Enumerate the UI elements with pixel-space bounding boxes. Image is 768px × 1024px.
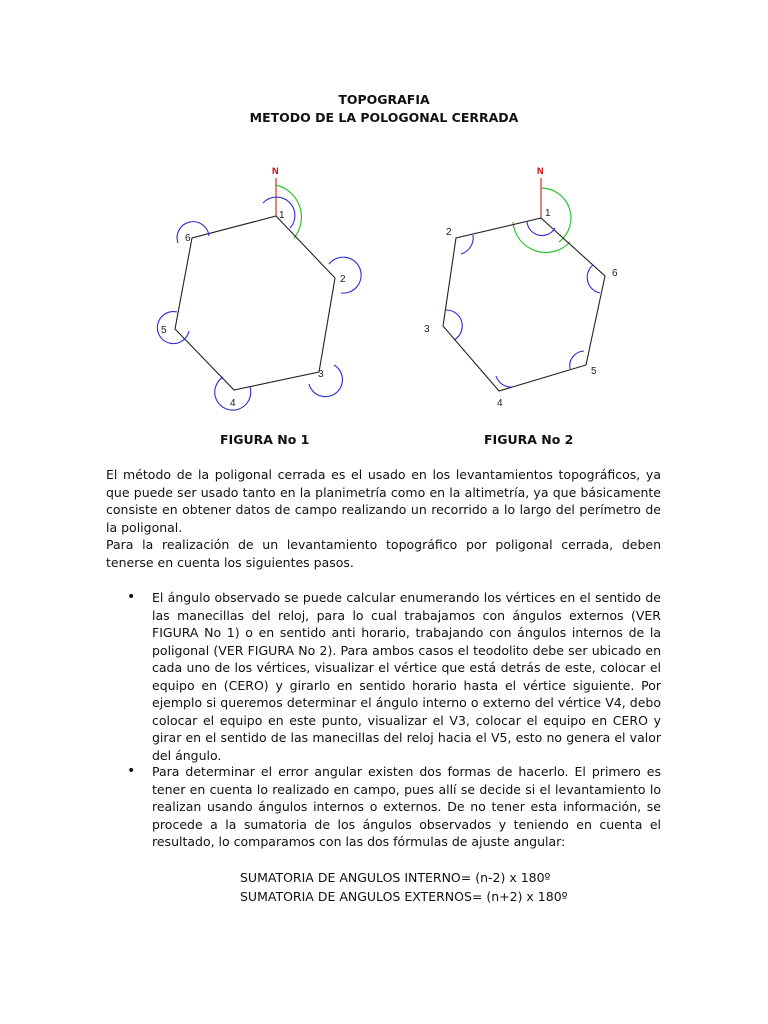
vertex-label: 3 [318,369,324,380]
document-title: TOPOGRAFIA [338,92,430,107]
bullet-marker: • [127,589,136,605]
formula-external-angles: SUMATORIA DE ANGULOS EXTERNOS= (n+2) x 180º [240,889,568,904]
intro-paragraph: El método de la poligonal cerrada es el usado en los levantamientos topográficos, ya que puede ser usado tanto en la planimetría como en la altimetría, ya que básicamente consiste en obtener datos de campo realizando un recorrido a lo largo del perímetro de la poligonal. [106,467,661,535]
polygon-outline [175,216,335,390]
vertex-label: 2 [446,227,452,238]
vertex-label: 3 [424,324,430,335]
figure-2-caption: FIGURA No 2 [484,432,574,447]
bullet-marker: • [127,763,136,779]
vertex-labels [161,210,346,409]
figure-2-diagram [410,158,640,428]
vertex-label: 1 [545,208,551,219]
figure-1-diagram [140,158,370,428]
figure-1-caption: FIGURA No 1 [220,432,310,447]
vertex-label: 6 [612,268,618,279]
vertex-labels [424,208,618,409]
north-arrow [272,166,279,216]
vertex-label: 5 [161,325,167,336]
vertex-label: 4 [497,398,503,409]
bullet-item-angle-observation: El ángulo observado se puede calcular enumerando los vértices en el sentido de las manecillas del reloj, para lo cual trabajamos con ángulos externos (VER FIGURA No 1) o en sentido anti horario, trabajando con ángulos internos de la poligonal (VER FIGURA No 2). Para ambos casos el teodolito debe ser ubicado en cada uno de los vértices, visualizar el vértice que está detrás de este, colocar el equipo en (CERO) y girarlo en sentido horario hasta el vértice siguiente. Por ejemplo si queremos determinar el ángulo interno o externo del vértice V4, debo colocar el equipo en este punto, visualizar el V3, colocar el equipo en CERO y girar en el sentido de las manecillas del reloj hacia el V5, esto no genera el valor del ángulo. [152,590,661,763]
vertex-label: 6 [185,233,191,244]
vertex-label: 4 [230,398,236,409]
vertex-label: 5 [591,366,597,377]
steps-paragraph: Para la realización de un levantamiento topográfico por poligonal cerrada, deben tenerse en cuenta los siguientes pasos. [106,537,661,570]
vertex-label: 1 [279,210,285,221]
document-subtitle: METODO DE LA POLOGONAL CERRADA [249,110,519,125]
formula-internal-angles: SUMATORIA DE ANGULOS INTERNO= (n-2) x 180º [240,870,551,885]
north-arrow [537,166,544,218]
north-label: N [272,166,279,176]
north-label: N [537,166,544,176]
internal-angle-arcs [446,221,600,387]
bullet-item-angular-error: Para determinar el error angular existen dos formas de hacerlo. El primero es tener en cuenta lo realizado en campo, pues allí se decide si el levantamiento lo realizan usando ángulos internos o externos. De no tener esta información, se procede a la sumatoria de los ángulos observados y teniendo en cuenta el resultado, lo comparamos con las dos fórmulas de ajuste angular: [152,764,661,849]
vertex-label: 2 [340,274,346,285]
